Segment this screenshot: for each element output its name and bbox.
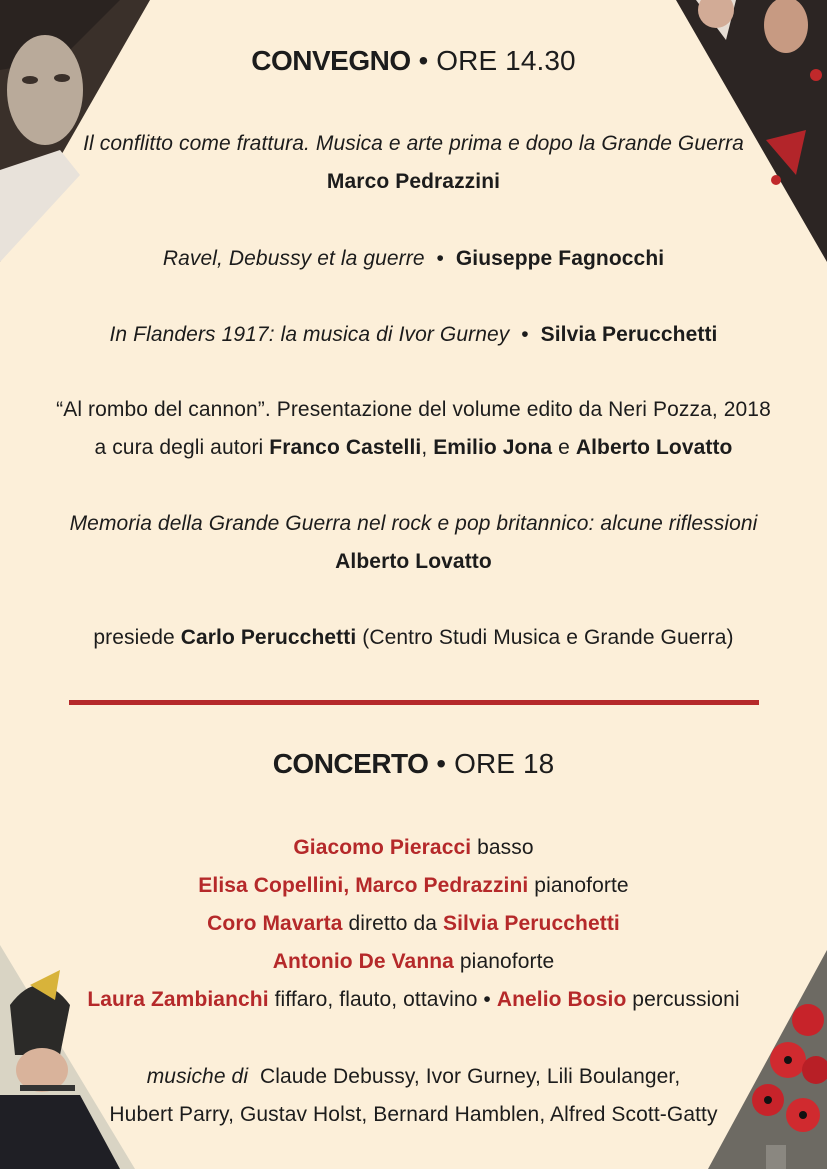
composers-line-2: Hubert Parry, Gustav Holst, Bernard Hamblen, Alfred Scott-Gatty — [109, 1103, 718, 1126]
talk-4-conj: e — [552, 436, 576, 459]
heading-separator: • — [410, 45, 437, 76]
talk-1-speaker: Marco Pedrazzini — [326, 170, 501, 193]
performer-2-name: Elisa Copellini, Marco Pedrazzini — [198, 874, 529, 897]
performer-4 — [40, 948, 787, 976]
performer-5-name: Laura Zambianchi — [87, 988, 269, 1011]
chair-name: Carlo Perucchetti — [180, 626, 357, 649]
section-divider — [69, 700, 759, 705]
performer-3-name: Coro Mavarta — [207, 912, 343, 935]
performer-1 — [40, 834, 787, 862]
composers-line-1: Claude Debussy, Ivor Gurney, Lili Boulanger, — [254, 1065, 681, 1088]
talk-3-title: In Flanders 1917: la musica di Ivor Gurney — [109, 323, 510, 346]
performer-6-name: Anelio Bosio — [496, 988, 627, 1011]
chair-prefix: presiede — [93, 626, 181, 649]
performer-5 — [40, 986, 787, 1014]
convegno-heading — [40, 44, 787, 78]
performer-5-role: fiffaro, flauto, ottavino — [268, 988, 478, 1011]
performer-2 — [40, 872, 787, 900]
chair-line — [40, 624, 787, 652]
concerto-label: CONCERTO — [272, 748, 429, 779]
talk-4-line-1: “Al rombo del cannon”. Presentazione del volume edito da Neri Pozza, 2018 — [56, 398, 771, 421]
talk-4-author-3: Alberto Lovatto — [575, 436, 733, 459]
talk-4-author-2: Emilio Jona — [433, 436, 553, 459]
talk-1-title: Il conflitto come frattura. Musica e arte prima e dopo la Grande Guerra — [83, 132, 744, 155]
performer-3 — [40, 910, 787, 938]
performer-3-conductor: Silvia Perucchetti — [442, 912, 620, 935]
performer-4-role: pianoforte — [453, 950, 555, 973]
talk-4-line-2 — [40, 434, 787, 462]
concerto-heading — [40, 747, 787, 781]
talk-2-speaker: Giuseppe Fagnocchi — [455, 247, 665, 270]
concerto-time: ORE 18 — [454, 748, 555, 779]
talk-4-comma: , — [421, 436, 434, 459]
talk-3 — [40, 321, 787, 349]
heading-separator: • — [428, 748, 455, 779]
performer-3-role: diretto da — [342, 912, 443, 935]
talk-4-prefix: a cura degli autori — [94, 436, 270, 459]
performer-4-name: Antonio De Vanna — [272, 950, 454, 973]
performer-1-name: Giacomo Pieracci — [293, 836, 472, 859]
talk-2-separator: • — [424, 247, 456, 270]
performer-1-role: basso — [471, 836, 534, 859]
talk-3-separator: • — [509, 323, 541, 346]
performer-5-separator: • — [477, 988, 497, 1011]
talk-2 — [40, 245, 787, 273]
talk-5-title: Memoria della Grande Guerra nel rock e pop britannico: alcune riflessioni — [69, 512, 758, 535]
performer-2-role: pianoforte — [528, 874, 629, 897]
talk-3-speaker: Silvia Perucchetti — [540, 323, 718, 346]
convegno-time: ORE 14.30 — [436, 45, 576, 76]
chair-affiliation: (Centro Studi Musica e Grande Guerra) — [356, 626, 734, 649]
performer-6-role: percussioni — [626, 988, 740, 1011]
music-line-1 — [40, 1063, 787, 1091]
convegno-label: CONVEGNO — [251, 45, 411, 76]
talk-4-author-1: Franco Castelli — [269, 436, 422, 459]
music-prefix: musiche di — [146, 1065, 255, 1088]
talk-2-title: Ravel, Debussy et la guerre — [162, 247, 425, 270]
talk-5-speaker: Alberto Lovatto — [335, 550, 492, 573]
